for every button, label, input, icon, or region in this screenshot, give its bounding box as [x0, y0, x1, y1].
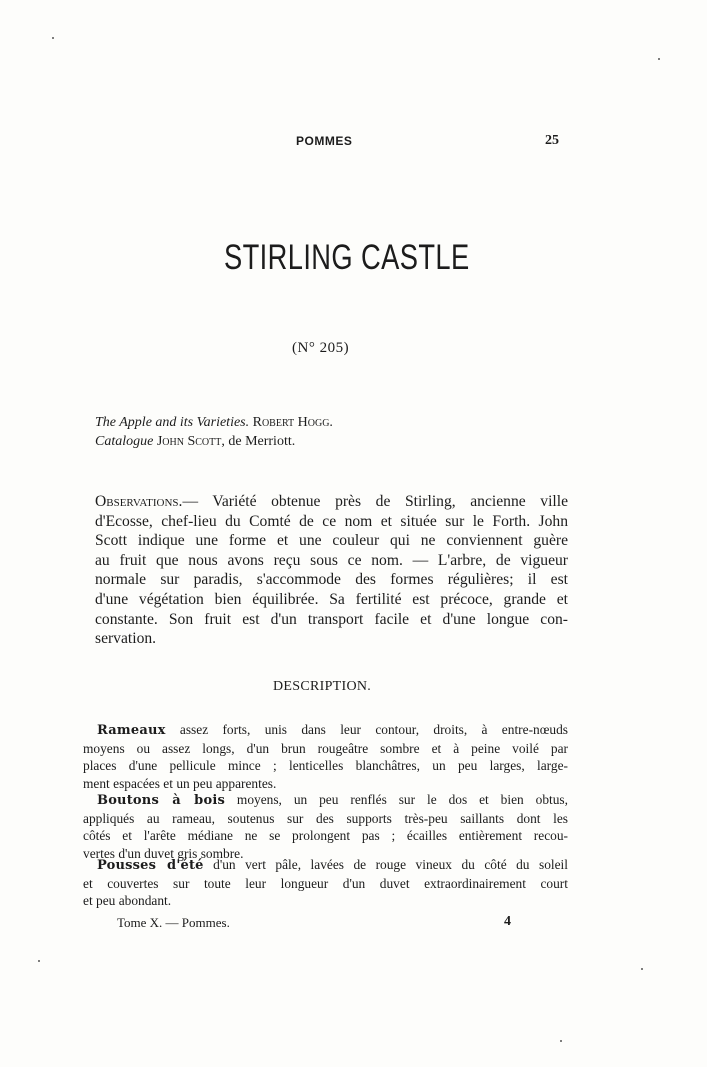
reference-suffix: de Merriott.: [224, 434, 296, 449]
paper-speck: [641, 968, 643, 970]
page-title: STIRLING CASTLE: [224, 238, 470, 277]
reference-author: John Scott,: [156, 434, 225, 449]
observations-line: Scott indique une forme et une couleur qui ne conviennent guère: [95, 532, 568, 550]
description-boutons: Boutons à bois moyens, un peu renflés sur le dos et bien obtus, appliqués au rameau, soutenus sur des supports très-peu saillants dont les côtés et l'arête médiane ne se prolongent pas ; écailles entièrement recou- vertes d'un duvet gris sombre.: [83, 792, 568, 861]
paper-speck: [38, 960, 40, 962]
observations-line: d'une végétation bien équilibrée. Sa fertilité est précoce, grande et: [95, 590, 568, 608]
reference-line: [95, 432, 333, 451]
description-rameaux: Rameaux assez forts, unis dans leur contour, droits, à entre-nœuds moyens ou assez longs, d'un brun rougeâtre sombre et à peine voilé par places d'une pellicule mince ; lenticelles blanchâtres, un peu larges, large- ment espacées et un peu apparentes.: [83, 722, 568, 791]
description-term: Pousses d'été: [97, 858, 204, 873]
references: [95, 413, 333, 451]
paper-speck: [52, 37, 54, 39]
observations-line: d'Ecosse, chef-lieu du Comté de ce nom et située sur le Forth. John: [95, 512, 568, 530]
paper-speck: [658, 58, 660, 60]
description-term: Boutons à bois: [97, 793, 225, 808]
reference-work: The Apple and its Varieties.: [95, 415, 250, 430]
reference-work: Catalogue: [95, 434, 154, 449]
observations-line: normale sur paradis, s'accommode des formes régulières; il est: [95, 571, 568, 589]
observations-line: constante. Son fruit est d'un transport facile et d'une longue con-: [95, 610, 568, 628]
observations-line: servation.: [95, 630, 157, 648]
page-number: 25: [545, 133, 559, 148]
observations-paragraph: [95, 492, 568, 649]
running-head: [0, 134, 707, 152]
description-heading: DESCRIPTION.: [273, 679, 372, 694]
running-title: POMMES: [296, 134, 353, 148]
description-pousses: Pousses d'été d'un vert pâle, lavées de rouge vineux du côté du soleil et couvertes sur toute leur longueur d'un duvet extraordinairement court et peu abondant.: [83, 857, 568, 909]
variety-number: (N° 205): [292, 340, 350, 356]
description-term: Rameaux: [97, 723, 166, 738]
observations-line: au fruit que nous avons reçu sous ce nom. — L'arbre, de vigueur: [95, 551, 568, 569]
footer-volume: Tome X. — Pommes.: [117, 915, 230, 930]
observations-line: Observations.— Variété obtenue près de Stirling, ancienne ville: [95, 493, 568, 510]
reference-line: [95, 413, 333, 432]
reference-author: Robert Hogg.: [252, 415, 333, 430]
paper-speck: [560, 1040, 562, 1042]
signature-mark: 4: [504, 914, 511, 929]
page-footer: [0, 915, 707, 935]
observations-label: Observations.: [95, 493, 183, 510]
